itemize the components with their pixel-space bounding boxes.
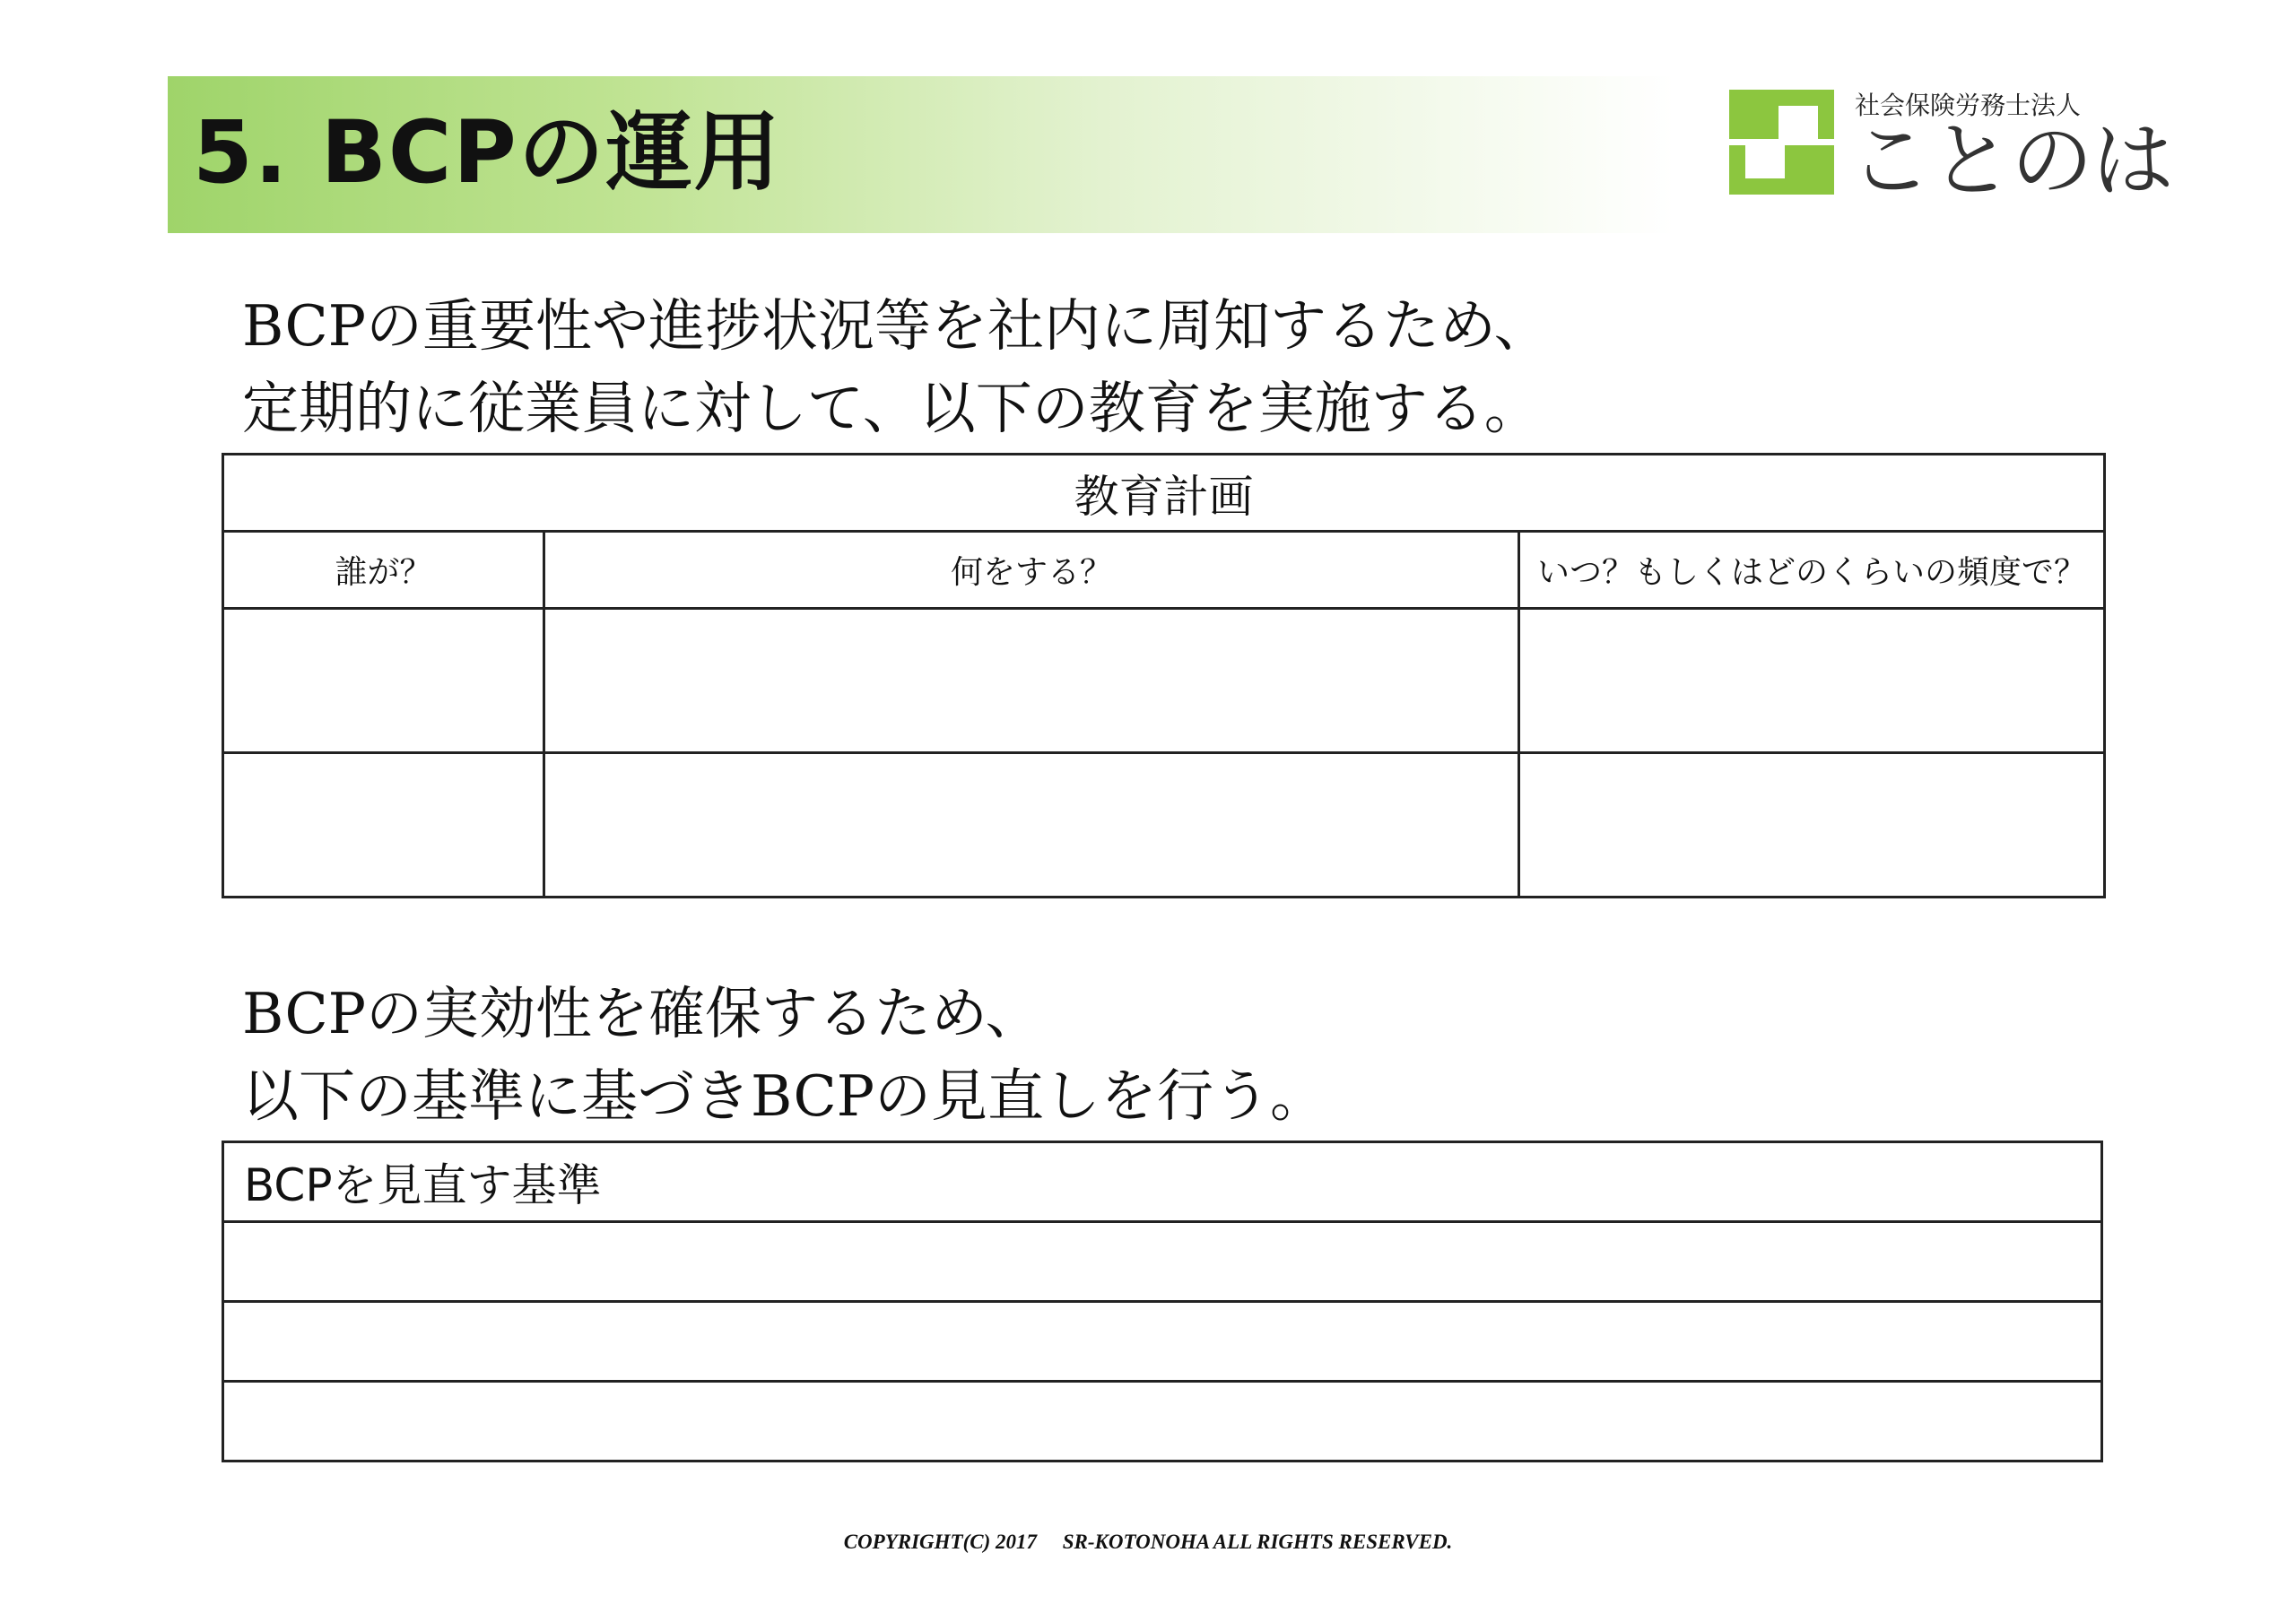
table-row <box>223 1222 2102 1302</box>
review-criteria-cell[interactable] <box>223 1382 2102 1462</box>
education-intro-line1: BCPの重要性や進捗状況等を社内に周知するため、 <box>242 293 1551 359</box>
column-header-who: 誰が？ <box>223 532 544 609</box>
review-intro <box>242 973 2126 1138</box>
cell-when[interactable] <box>1519 609 2105 753</box>
education-table-title: 教育計画 <box>223 455 2105 532</box>
logo-subtitle: 社会保険労務士法人 <box>1855 91 2082 120</box>
table-row <box>223 753 2105 898</box>
education-intro <box>242 285 2126 450</box>
review-criteria-cell[interactable] <box>223 1302 2102 1382</box>
table-row <box>223 1382 2102 1462</box>
review-criteria-table <box>222 1141 2103 1462</box>
table-row <box>223 609 2105 753</box>
cell-what[interactable] <box>544 609 1519 753</box>
review-intro-line2: 以下の基準に基づきBCPの見直しを行う。 <box>242 1063 1327 1129</box>
copyright-footer: COPYRIGHT(C) 2017 SR-KOTONOHA ALL RIGHTS RESERVED. <box>843 1531 1453 1553</box>
cell-who[interactable] <box>223 753 544 898</box>
cell-what[interactable] <box>544 753 1519 898</box>
education-intro-line2: 定期的に従業員に対して、以下の教育を実施する。 <box>242 376 1541 441</box>
column-header-when: いつ？もしくはどのくらいの頻度で？ <box>1519 532 2105 609</box>
kotonoha-logo-icon <box>1729 90 1834 195</box>
logo-name: ことのは <box>1849 113 2173 209</box>
review-table-header: BCPを見直す基準 <box>223 1142 2102 1222</box>
cell-who[interactable] <box>223 609 544 753</box>
table-row <box>223 1302 2102 1382</box>
review-intro-line1: BCPの実効性を確保するため、 <box>242 981 1042 1046</box>
education-plan-table <box>222 453 2106 898</box>
page-title: 5. BCPの運用 <box>193 102 782 203</box>
column-header-what: 何をする？ <box>544 532 1519 609</box>
review-criteria-cell[interactable] <box>223 1222 2102 1302</box>
cell-when[interactable] <box>1519 753 2105 898</box>
